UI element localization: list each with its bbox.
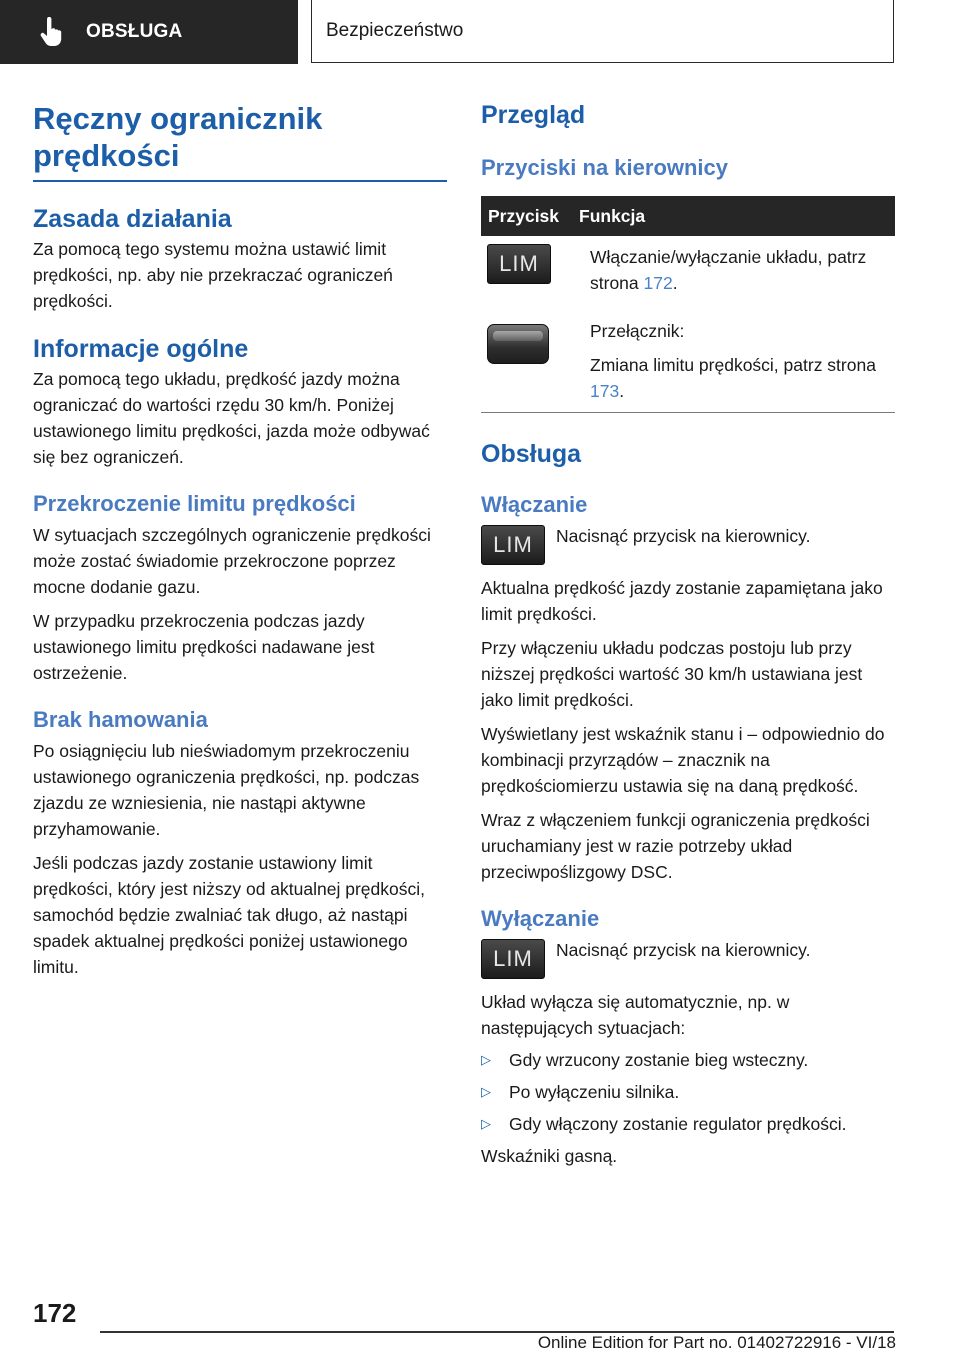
section-label: OBSŁUGA bbox=[86, 21, 183, 42]
instruction-text: Nacisnąć przycisk na kierownicy. bbox=[556, 526, 811, 546]
section-heading: Obsługa bbox=[481, 440, 582, 468]
paragraph: Za pomocą tego układu, prędkość jazdy można ograniczać do wartości rzędu 30 km/h. Poniżej ustawionego limitu prędkości, jazda może odbywać się bez ograniczeń. bbox=[33, 369, 430, 467]
paragraph: Przy włączeniu układu podczas postoju lub przy niższej prędkości wartość 30 km/h ustawiana jest jako limit prędkości. bbox=[481, 638, 863, 710]
subsection-heading: Przyciski na kierownicy bbox=[481, 155, 729, 180]
left-column bbox=[33, 100, 447, 980]
table-row bbox=[481, 236, 895, 310]
paragraph: Po osiągnięciu lub nieświadomym przekroczeniu ustawionego ograniczenia prędkości, np. podczas zjazdu ze wzniesienia, nie nastąpi aktywne przyhamowanie. bbox=[33, 741, 420, 839]
subsection-heading: Wyłączanie bbox=[481, 906, 600, 931]
paragraph: Za pomocą tego systemu można ustawić limit prędkości, np. aby nie przekraczać ograniczeń prędkości. bbox=[33, 239, 393, 311]
table-cell: Włączanie/wyłączanie układu, patrz strona 172. bbox=[590, 247, 867, 293]
page-link-172[interactable]: 172 bbox=[643, 273, 673, 293]
section-heading: Informacje ogólne bbox=[33, 335, 249, 363]
lim-button-icon: LIM bbox=[481, 525, 545, 565]
instruction-row bbox=[481, 523, 895, 565]
lim-button-icon: LIM bbox=[487, 244, 551, 284]
paragraph: W sytuacjach szczególnych ograniczenie prędkości może zostać świadomie przekroczone poprzez mocne dodanie gazu. bbox=[33, 525, 431, 597]
triangle-bullet-icon: ▷ bbox=[481, 1084, 491, 1099]
right-column bbox=[481, 100, 895, 1169]
section-heading: Zasada działania bbox=[33, 205, 232, 233]
paragraph: Wyświetlany jest wskaźnik stanu i – odpowiednio do kombinacji przyrządów – znacznik na prędkościomierzu ustawia się na daną prędkość. bbox=[481, 724, 885, 796]
subsection-heading: Włączanie bbox=[481, 492, 588, 517]
list-item: ▷ Po wyłączeniu silnika. bbox=[481, 1079, 895, 1105]
table-header-row bbox=[481, 196, 895, 236]
triangle-bullet-icon: ▷ bbox=[481, 1052, 491, 1067]
edition-footer: Online Edition for Part no. 01402722916 - VI/18 bbox=[537, 1333, 896, 1352]
list-item: ▷ Gdy włączony zostanie regulator prędkości. bbox=[481, 1111, 895, 1137]
page-link-173[interactable]: 173 bbox=[590, 381, 620, 401]
paragraph: Aktualna prędkość jazdy zostanie zapamiętana jako limit prędkości. bbox=[481, 578, 883, 624]
instruction-text: Nacisnąć przycisk na kierownicy. bbox=[556, 940, 811, 960]
section-heading: Przegląd bbox=[481, 101, 586, 129]
triangle-bullet-icon: ▷ bbox=[481, 1116, 491, 1131]
title-rule bbox=[33, 180, 447, 182]
chapter-label: Bezpieczeństwo bbox=[326, 20, 464, 41]
paragraph: W przypadku przekroczenia podczas jazdy ustawionego limitu prędkości nadawane jest ostrzeżenie. bbox=[33, 611, 375, 683]
subsection-heading: Brak hamowania bbox=[33, 707, 208, 732]
rocker-switch-icon bbox=[487, 324, 549, 364]
list-item: ▷ Gdy wrzucony zostanie bieg wsteczny. bbox=[481, 1047, 895, 1073]
paragraph: Wskaźniki gasną. bbox=[481, 1146, 618, 1166]
paragraph: Układ wyłącza się automatycznie, np. w następujących sytuacjach: bbox=[481, 992, 790, 1038]
paragraph: Jeśli podczas jazdy zostanie ustawiony limit prędkości, który jest niższy od aktualnej prędkości, samochód będzie zwalniać tak długo, aż nastąpi spadek aktualnej prędkości poniżej ustawionego limitu. bbox=[33, 853, 425, 977]
table-header-button: Przycisk bbox=[481, 196, 570, 236]
buttons-table bbox=[481, 196, 895, 413]
page-number: 172 bbox=[33, 1298, 77, 1328]
table-row bbox=[481, 310, 895, 413]
table-cell: Przełącznik: Zmiana limitu prędkości, patrz strona 173. bbox=[570, 310, 895, 413]
section-tab bbox=[0, 0, 298, 64]
chapter-header bbox=[311, 0, 894, 63]
instruction-row bbox=[481, 937, 895, 979]
table-header-function: Funkcja bbox=[570, 196, 895, 236]
subsection-heading: Przekroczenie limitu prędkości bbox=[33, 491, 356, 516]
paragraph: Wraz z włączeniem funkcji ograniczenia prędkości uruchamiany jest w razie potrzeby układ przeciwpoślizgowy DSC. bbox=[481, 810, 870, 882]
page-title: Ręczny ogranicznik prędkości bbox=[33, 101, 323, 173]
hand-pointer-icon bbox=[38, 17, 64, 47]
lim-button-icon: LIM bbox=[481, 939, 545, 979]
